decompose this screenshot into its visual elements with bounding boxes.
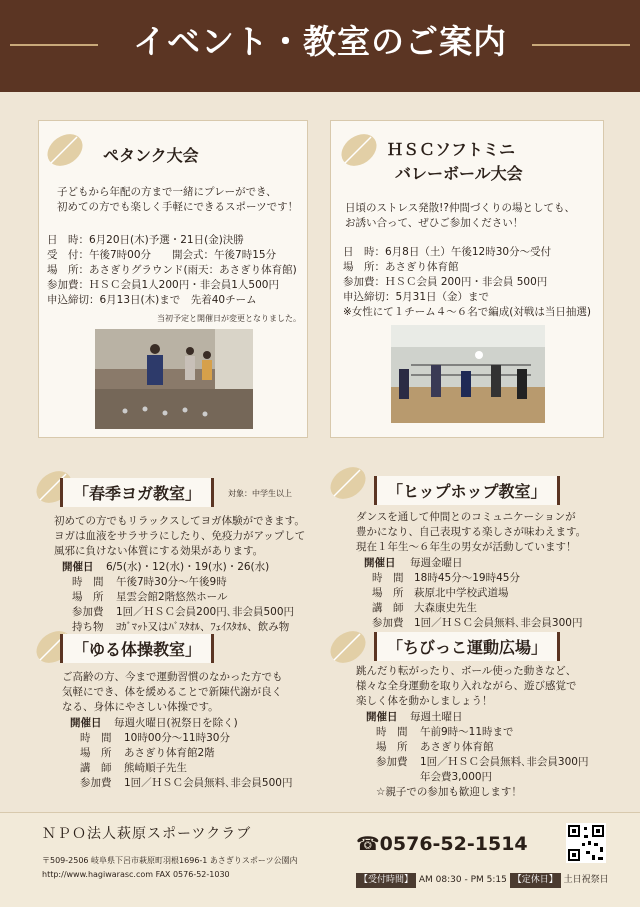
- volley-panel: [330, 120, 604, 438]
- volley-detail-5: ※女性にて１チーム４～６名で編成(対戦は当日抽選): [343, 306, 591, 318]
- footer-hours: [356, 873, 609, 888]
- yuru-row-5-key: 参加費: [80, 777, 112, 789]
- footer-org: ＮＰＯ法人萩原スポーツクラブ: [42, 826, 252, 842]
- hiphop-row-1-val: 毎週金曜日: [410, 557, 463, 569]
- chibikko-row-4-key: 参加費: [376, 756, 408, 768]
- yuru-row-2-val: 10時00分～11時30分: [124, 732, 230, 744]
- yuru-intro-2: 気軽にでき、体を緩めることで新陳代謝が良く: [62, 686, 283, 698]
- yuru-row-3-key: 場 所: [80, 747, 112, 759]
- chibikko-row-2-key: 時 間: [376, 726, 408, 738]
- hiphop-intro-3: 現在１年生～６年生の男女が活動しています！: [356, 541, 577, 553]
- volley-title-1: ＨＳＣソフトミニ: [387, 140, 516, 159]
- yoga-row-2-val: 午後7時30分～午後9時: [116, 576, 227, 588]
- hours-label: 【受付時間】: [356, 873, 416, 888]
- chibikko-row-3-key: 場 所: [376, 741, 408, 753]
- leaf-icon: [326, 462, 370, 504]
- chibikko-row-1-val: 毎週土曜日: [410, 711, 463, 723]
- page-header: [0, 0, 640, 92]
- petanque-note: 当初予定と開催日が変更となりました。: [157, 314, 301, 323]
- hiphop-row-5-key: 参加費: [372, 617, 404, 629]
- yuru-intro-1: ご高齢の方、今まで運動習慣のなかった方でも: [62, 671, 283, 683]
- petanque-title: ペタンク大会: [103, 146, 199, 165]
- yoga-row-5-key: 持ち物: [72, 621, 104, 633]
- petanque-detail-2: 受 付：午後7時00分 開会式：午後7時15分: [47, 249, 277, 261]
- hiphop-row-2-val: 18時45分～19時45分: [414, 572, 520, 584]
- petanque-detail-1: 日 時：6月20日(木)予選・21日(金)決勝: [47, 234, 244, 246]
- yoga-title: 「春季ヨガ教室」: [60, 478, 214, 507]
- yuru-row-3-val: あさぎり体育館2階: [124, 747, 215, 759]
- closed-label: 【定休日】: [510, 873, 561, 888]
- volley-detail-4: 申込締切：5月31日（金）まで: [343, 291, 490, 303]
- yoga-target: 対象：中学生以上: [228, 489, 292, 498]
- yoga-row-1-val: 6/5(水)・12(水)・19(水)・26(水): [106, 561, 270, 573]
- hiphop-row-4-val: 大森康史先生: [414, 602, 477, 614]
- yoga-intro-2: ヨガは血液をサラサラにしたり、免疫力がアップして: [54, 530, 306, 542]
- yoga-intro-3: 風邪に負けない体質にする効果があります。: [54, 545, 264, 557]
- yoga-row-5-val: ﾖｶﾞﾏｯﾄ又はﾊﾞｽﾀｵﾙ、ﾌｪｲｽﾀｵﾙ、飲み物: [116, 621, 290, 633]
- page-title: イベント・教室のご案内: [133, 22, 507, 61]
- volley-intro-1: 日頃のストレス発散!?仲間づくりの場としても、: [345, 202, 575, 214]
- closed-value: 土日祝祭日: [563, 875, 609, 885]
- chibikko-row-3-val: あさぎり体育館: [420, 741, 494, 753]
- yuru-row-4-key: 講 師: [80, 762, 112, 774]
- yoga-row-4-key: 参加費: [72, 606, 104, 618]
- petanque-photo: [95, 329, 253, 429]
- yoga-row-4-val: 1回／ＨＳＣ会員200円､非会員500円: [116, 606, 295, 618]
- hiphop-row-3-key: 場 所: [372, 587, 404, 599]
- leaf-icon: [326, 626, 370, 668]
- hiphop-intro-2: 豊かになり、自己表現する楽しさが味わえます。: [356, 526, 587, 538]
- hiphop-row-4-key: 講 師: [372, 602, 404, 614]
- petanque-detail-5: 申込締切：6月13日(木)まで 先着40チーム: [47, 294, 257, 306]
- hiphop-intro-1: ダンスを通して仲間とのコミュニケーションが: [356, 511, 576, 523]
- qr-code-icon: [566, 823, 606, 863]
- volley-detail-1: 日 時：6月8日（土）午後12時30分～受付: [343, 246, 552, 258]
- hours-value: AM 08:30 - PM 5:15: [418, 875, 507, 885]
- yuru-title: 「ゆる体操教室」: [60, 634, 214, 663]
- leaf-icon: [337, 129, 381, 171]
- yuru-row-1-key: 開催日: [70, 717, 102, 729]
- footer-address: 〒509-2506 岐阜県下呂市萩原町羽根1696-1 あさぎりスポーツ公園内: [42, 856, 298, 865]
- volley-title-2: バレーボール大会: [395, 164, 523, 183]
- petanque-detail-4: 参加費：ＨＳＣ会員1人200円・非会員1人500円: [47, 279, 279, 291]
- hiphop-row-2-key: 時 間: [372, 572, 404, 584]
- hiphop-row-5-val: 1回／ＨＳＣ会員無料､非会員300円: [414, 617, 583, 629]
- footer-phone: ☎0576-52-1514: [356, 833, 528, 855]
- chibikko-intro-2: 様々な全身運動を取り入れながら、遊び感覚で: [356, 680, 577, 692]
- volley-detail-3: 参加費：ＨＳＣ会員 200円・非会員 500円: [343, 276, 548, 288]
- yuru-row-5-val: 1回／ＨＳＣ会員無料､非会員500円: [124, 777, 293, 789]
- yuru-row-2-key: 時 間: [80, 732, 112, 744]
- footer: [0, 812, 640, 907]
- petanque-intro-2: 初めての方でも楽しく手軽にできるスポーツです！: [57, 201, 299, 213]
- leaf-icon: [43, 129, 87, 171]
- chibikko-title: 「ちびっこ運動広場」: [374, 632, 560, 661]
- yuru-row-1-val: 毎週火曜日(祝祭日を除く): [114, 717, 238, 729]
- chibikko-note: ☆親子での参加も歓迎します！: [376, 786, 522, 798]
- yuru-intro-3: なる、身体にやさしい体操です。: [62, 701, 219, 713]
- chibikko-row-4-val: 1回／ＨＳＣ会員無料､非会員300円: [420, 756, 589, 768]
- footer-web: http://www.hagiwarasc.com FAX 0576-52-1030: [42, 870, 230, 879]
- hiphop-row-1-key: 開催日: [364, 557, 396, 569]
- chibikko-row-2-val: 午前9時～11時まで: [420, 726, 514, 738]
- yoga-row-3-val: 星雲会館2階悠然ホール: [116, 591, 228, 603]
- yoga-row-2-key: 時 間: [72, 576, 104, 588]
- yoga-row-1-key: 開催日: [62, 561, 94, 573]
- petanque-intro-1: 子どもから年配の方まで一緒にプレーができ、: [57, 186, 277, 198]
- hiphop-title: 「ヒップホップ教室」: [374, 476, 560, 505]
- yoga-row-3-key: 場 所: [72, 591, 104, 603]
- petanque-detail-3: 場 所：あさぎりグラウンド(雨天：あさぎり体育館): [47, 264, 297, 276]
- volley-intro-2: お誘い合って、ぜひご参加ください！: [345, 217, 524, 229]
- yoga-intro-1: 初めての方でもリラックスしてヨガ体験ができます。: [54, 515, 305, 527]
- yuru-row-4-val: 熊崎順子先生: [124, 762, 187, 774]
- volley-detail-2: 場 所：あさぎり体育館: [343, 261, 459, 273]
- chibikko-row-5-val: 年会費3,000円: [420, 771, 493, 783]
- chibikko-intro-1: 跳んだり転がったり、ボール使った動きなど、: [356, 665, 577, 677]
- chibikko-intro-3: 楽しく体を動かしましょう！: [356, 695, 493, 707]
- hiphop-row-3-val: 萩原北中学校武道場: [414, 587, 509, 599]
- petanque-panel: [38, 120, 308, 438]
- volley-photo: [391, 325, 545, 423]
- chibikko-row-1-key: 開催日: [366, 711, 398, 723]
